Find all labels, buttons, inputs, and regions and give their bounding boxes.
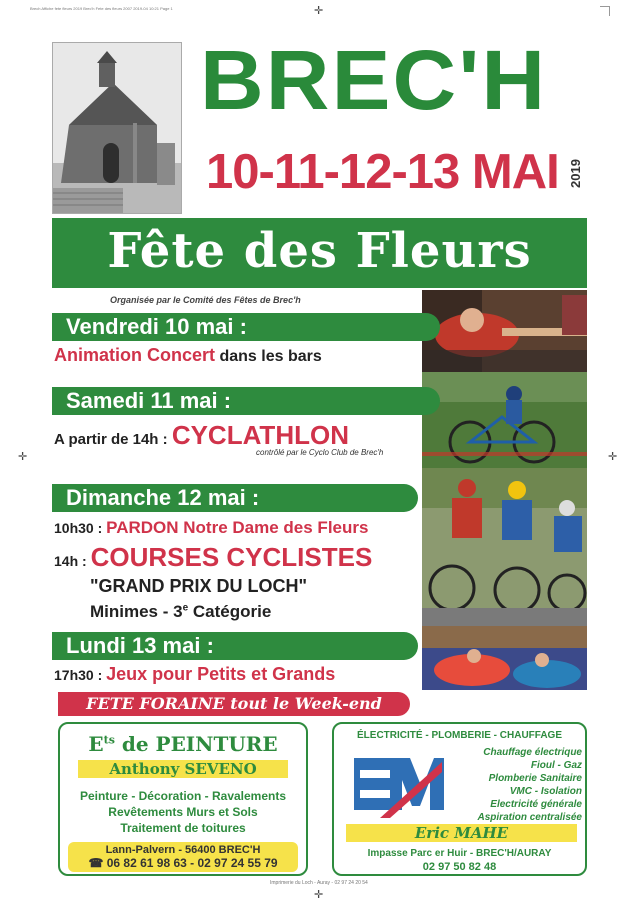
- category-end: Catégorie: [188, 602, 272, 621]
- saturday-program: [54, 420, 349, 451]
- day-heading-monday: Lundi 13 mai :: [52, 632, 418, 660]
- painter-services-2: Revêtements Murs et Sols: [108, 805, 258, 819]
- file-info: Brech Affiche fete fleurs 2019 Brec'h Fete des fleurs 2007 2019-04 10:21 Page 1: [30, 6, 173, 11]
- event-dates: 10-11-12-13 MAI: [206, 145, 559, 199]
- day-heading-saturday: Samedi 11 mai :: [52, 387, 440, 415]
- phone-icon: ☎: [88, 856, 107, 870]
- monday-event: Jeux pour Petits et Grands: [106, 664, 336, 684]
- registration-mark-top: ✛: [314, 5, 324, 17]
- electrician-owner: Eric MAHE: [346, 824, 577, 842]
- service-item: VMC - Isolation: [509, 786, 582, 797]
- crop-mark: [600, 6, 610, 16]
- category-sup: e: [182, 602, 189, 614]
- electrician-address: Impasse Parc er Huir - BREC'H/AURAY: [367, 848, 552, 859]
- saturday-time: A partir de 14h :: [54, 431, 172, 448]
- sunday-event-2: COURSES CYCLISTES: [90, 542, 373, 572]
- painter-contact: [68, 842, 298, 872]
- sunday-event-1: PARDON Notre Dame des Fleurs: [106, 518, 369, 537]
- friday-event-detail: dans les bars: [215, 348, 322, 365]
- friday-event: Animation Concert: [54, 345, 216, 365]
- service-item: Aspiration centralisée: [477, 812, 582, 823]
- event-title: Fête des Fleurs: [107, 223, 532, 279]
- ad-electrician: [332, 722, 587, 876]
- saturday-note: contrôlé par le Cyclo Club de Brec'h: [256, 448, 384, 457]
- electrician-headline: ÉLECTRICITÉ - PLOMBERIE - CHAUFFAGE: [357, 730, 562, 741]
- monday-program: [54, 664, 335, 685]
- painter-prefix: E: [88, 732, 104, 756]
- electrician-logo-icon: [350, 748, 446, 820]
- town-name: BREC'H: [200, 33, 548, 127]
- painter-company-name: de PEINTURE: [114, 732, 278, 756]
- title-banner: [52, 218, 587, 288]
- service-item: Electricité générale: [490, 799, 582, 810]
- sunday-time-1: 10h30 :: [54, 520, 107, 536]
- painter-prefix-sup: ts: [103, 733, 115, 747]
- painter-company: [60, 732, 306, 756]
- funfair-photo: [422, 626, 587, 690]
- monday-time: 17h30 :: [54, 667, 107, 683]
- painter-phones: 06 82 61 98 63 - 02 97 24 55 79: [106, 856, 278, 870]
- painter-address: Lann-Palvern - 56400 BREC'H: [105, 844, 261, 856]
- electrician-phone: 02 97 50 82 48: [422, 861, 497, 873]
- cycling-race-photo: [422, 468, 587, 626]
- sunday-line-2: [54, 542, 372, 573]
- registration-mark-left: ✛: [18, 451, 28, 463]
- service-item: Chauffage électrique: [483, 747, 582, 758]
- funfair-banner: FETE FORAINE tout le Week-end: [58, 692, 410, 716]
- friday-program: [54, 345, 322, 366]
- cyclathlon-photo: [422, 372, 587, 468]
- chapel-photo: [52, 42, 182, 214]
- sunday-category: [90, 602, 271, 622]
- painter-services-1: Peinture - Décoration - Ravalements: [79, 789, 287, 803]
- guitar-photo: [422, 290, 587, 372]
- service-item: Fioul - Gaz: [530, 760, 582, 771]
- ad-painting-company: [58, 722, 308, 876]
- category-text: Minimes - 3: [90, 602, 183, 621]
- registration-mark-right: ✛: [608, 451, 618, 463]
- day-heading-friday: Vendredi 10 mai :: [52, 313, 440, 341]
- registration-mark-bottom: ✛: [314, 889, 324, 901]
- painter-services-3: Traitement de toitures: [120, 821, 246, 835]
- electrician-services: [452, 746, 582, 824]
- sunday-time-2: 14h :: [54, 553, 91, 569]
- painter-services: [60, 788, 306, 836]
- saturday-event: CYCLATHLON: [171, 420, 349, 450]
- event-year: 2019: [568, 159, 583, 188]
- service-item: Plomberie Sanitaire: [488, 773, 582, 784]
- painter-owner: Anthony SEVENO: [78, 760, 288, 778]
- sunday-line-1: [54, 518, 368, 538]
- organizer-text: Organisée par le Comité des Fêtes de Brec'h: [110, 295, 301, 305]
- day-heading-sunday: Dimanche 12 mai :: [52, 484, 418, 512]
- painter-phone-row: [72, 856, 294, 870]
- sunday-race-name: "GRAND PRIX DU LOCH": [90, 576, 308, 596]
- printer-credit: Imprimerie du Loch - Auray - 02 97 24 20 54: [270, 880, 368, 886]
